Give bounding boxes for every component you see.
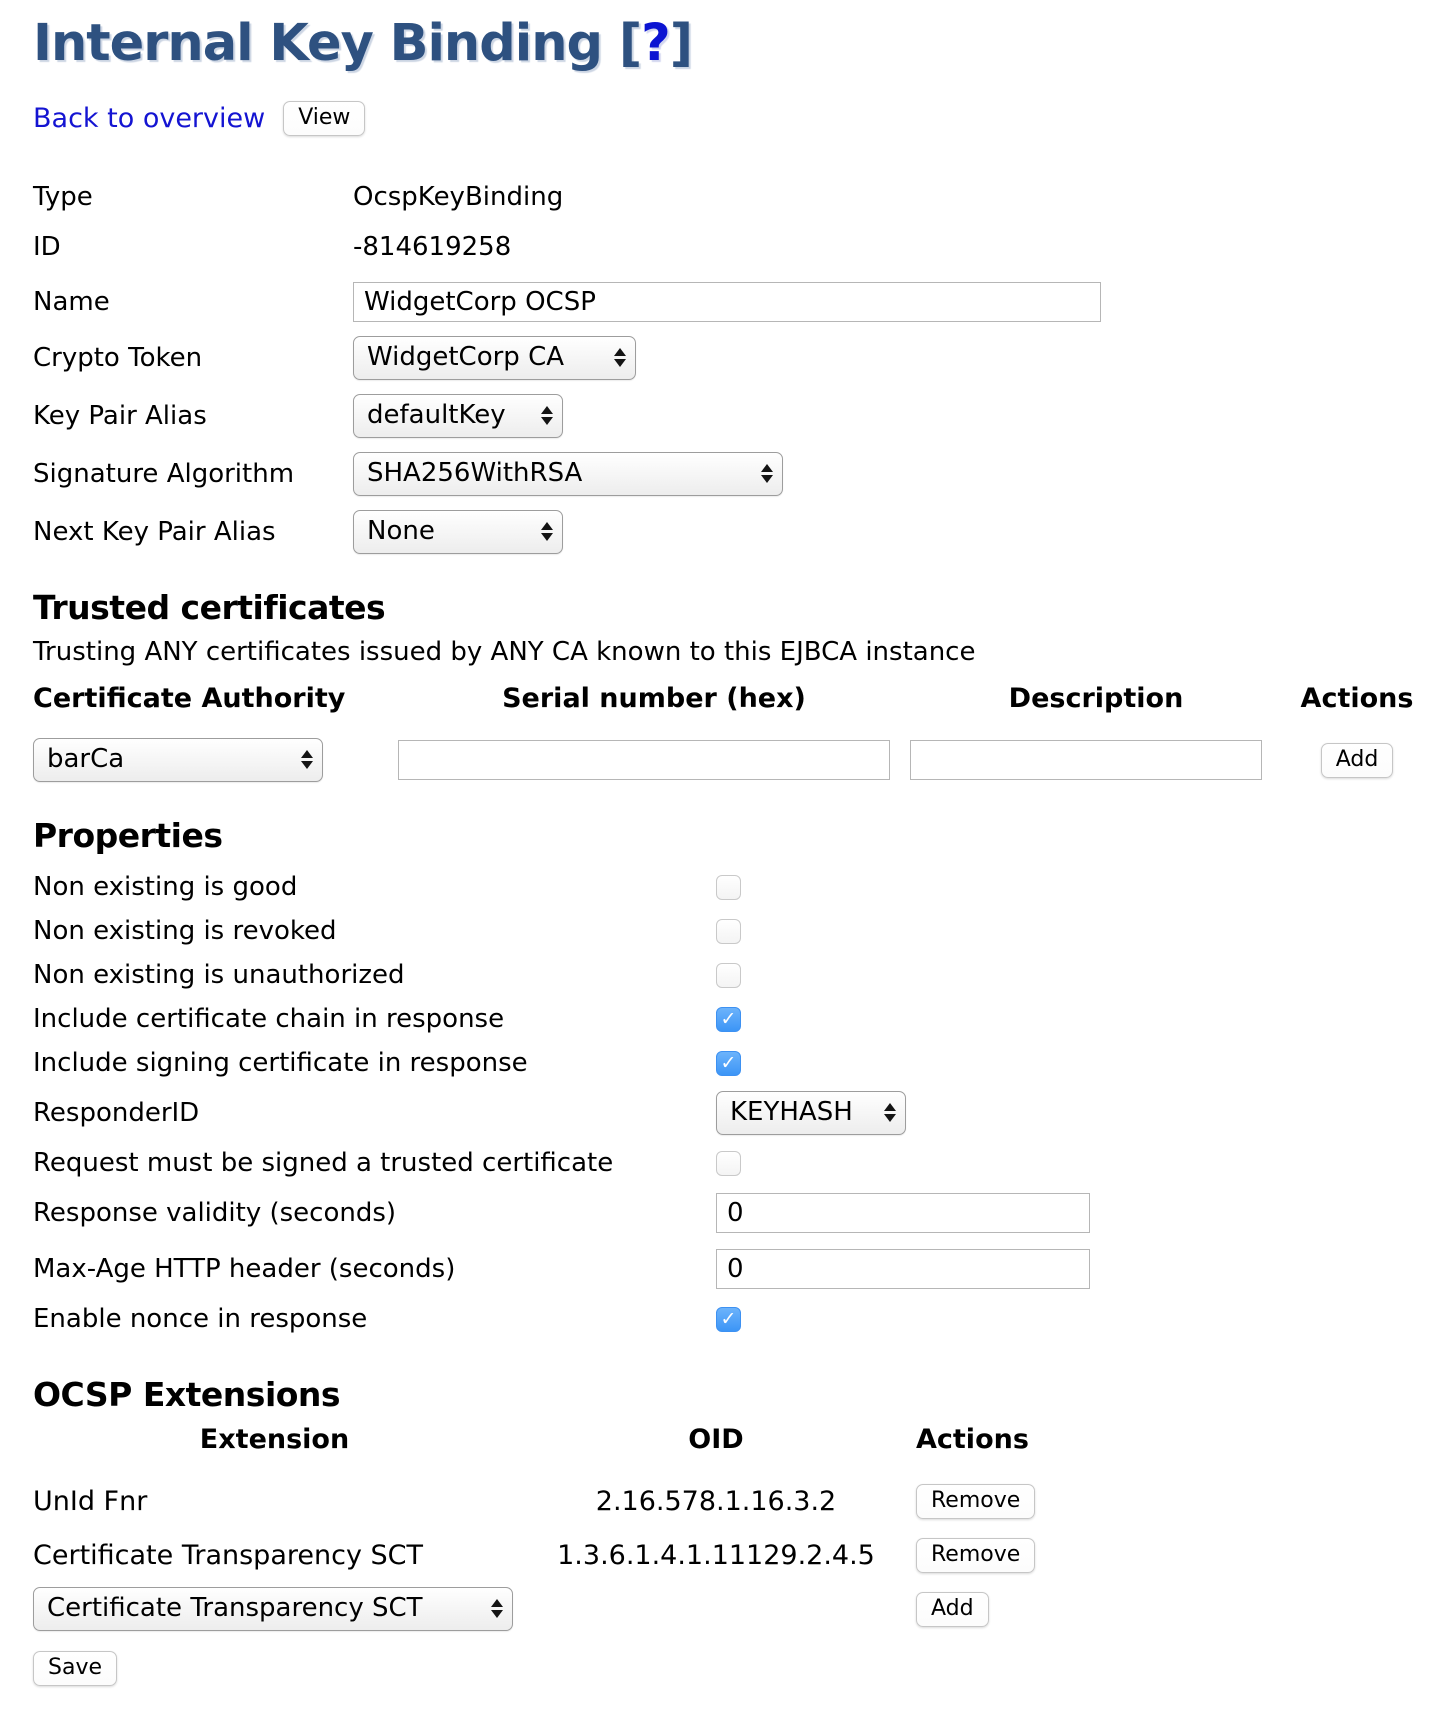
non-existing-good-label: Non existing is good: [33, 872, 298, 902]
key-pair-alias-select[interactable]: [353, 394, 563, 438]
page-title-text: Internal Key Binding: [33, 14, 603, 73]
properties-heading: Properties: [33, 816, 223, 855]
non-existing-revoked-label: Non existing is revoked: [33, 916, 337, 946]
non-existing-unauthorized-label: Non existing is unauthorized: [33, 960, 405, 990]
responder-id-label: ResponderID: [33, 1098, 200, 1128]
ext-add-select-cell: [33, 1585, 516, 1633]
prop-non-existing-unauthorized: [33, 953, 1432, 997]
back-to-overview-link[interactable]: Back to overview: [33, 103, 266, 134]
request-signed-checkbox[interactable]: [716, 1151, 741, 1176]
prop-responder-id: [33, 1085, 1432, 1141]
page-title: [33, 14, 1432, 73]
help-link[interactable]: ?: [641, 14, 670, 73]
responder-id-select-value: KEYHASH: [730, 1097, 853, 1127]
trusted-certificates-note: Trusting ANY certificates issued by ANY CA known to this EJBCA instance: [33, 637, 976, 667]
prop-enable-nonce: [33, 1297, 1432, 1341]
id-label: ID: [33, 232, 61, 262]
trusted-certificates-heading: Trusted certificates: [33, 588, 386, 627]
save-row: [33, 1651, 1432, 1686]
select-updown-icon: [491, 1599, 503, 1618]
prop-max-age: [33, 1241, 1432, 1297]
id-row: [33, 232, 1432, 262]
signature-algorithm-select-value: SHA256WithRSA: [367, 458, 583, 488]
include-chain-checkbox[interactable]: [716, 1007, 741, 1032]
ext-col-oid: OID: [688, 1424, 744, 1455]
select-updown-icon: [541, 406, 553, 425]
response-validity-input[interactable]: [716, 1193, 1090, 1233]
tc-col-actions: Actions: [1300, 683, 1414, 714]
serial-number-input[interactable]: [398, 740, 890, 780]
certificate-authority-select[interactable]: [33, 738, 323, 782]
enable-nonce-label: Enable nonce in response: [33, 1304, 368, 1334]
tc-row-serial-cell: [398, 740, 910, 780]
remove-extension-button[interactable]: Remove: [916, 1484, 1035, 1519]
ext-add-actions-cell: [916, 1585, 1432, 1633]
enable-nonce-checkbox[interactable]: [716, 1307, 741, 1332]
ext-row-extension: UnId Fnr: [33, 1485, 148, 1517]
next-key-pair-alias-select-value: None: [367, 516, 435, 546]
id-value: -814619258: [353, 232, 512, 262]
tc-col-certificate-authority: Certificate Authority: [33, 683, 346, 714]
ocsp-extensions-table: [33, 1424, 1432, 1633]
crypto-token-row: [33, 336, 1432, 380]
prop-non-existing-good: [33, 865, 1432, 909]
select-updown-icon: [614, 348, 626, 367]
prop-response-validity: [33, 1185, 1432, 1241]
next-key-pair-alias-select[interactable]: [353, 510, 563, 554]
key-pair-alias-row: [33, 394, 1432, 438]
tc-row-actions-cell: [1282, 743, 1432, 778]
response-validity-label: Response validity (seconds): [33, 1198, 397, 1228]
select-updown-icon: [541, 522, 553, 541]
name-input[interactable]: [353, 282, 1101, 322]
select-updown-icon: [301, 750, 313, 769]
ext-col-extension: Extension: [199, 1424, 350, 1455]
next-key-pair-alias-label: Next Key Pair Alias: [33, 517, 276, 547]
key-pair-alias-label: Key Pair Alias: [33, 401, 207, 431]
non-existing-unauthorized-checkbox[interactable]: [716, 963, 741, 988]
type-row: [33, 182, 1432, 212]
signature-algorithm-row: [33, 452, 1432, 496]
ocsp-extensions-heading: OCSP Extensions: [33, 1375, 341, 1414]
include-signing-checkbox[interactable]: [716, 1051, 741, 1076]
extension-select[interactable]: [33, 1587, 513, 1631]
include-chain-label: Include certificate chain in response: [33, 1004, 505, 1034]
certificate-authority-select-value: barCa: [47, 744, 125, 774]
remove-extension-button[interactable]: Remove: [916, 1538, 1035, 1573]
request-signed-label: Request must be signed a trusted certificate: [33, 1148, 614, 1178]
view-button[interactable]: View: [283, 101, 365, 136]
tc-col-description: Description: [1008, 683, 1184, 714]
next-key-pair-alias-row: [33, 510, 1432, 554]
ext-row-actions: [916, 1477, 1432, 1525]
type-value: OcspKeyBinding: [353, 182, 564, 212]
description-input[interactable]: [910, 740, 1262, 780]
ext-row-oid: 2.16.578.1.16.3.2: [595, 1485, 837, 1517]
tc-row-ca-cell: [33, 738, 398, 782]
prop-non-existing-revoked: [33, 909, 1432, 953]
trusted-certificate-add-button[interactable]: Add: [1321, 743, 1394, 778]
type-label: Type: [33, 182, 93, 212]
select-updown-icon: [761, 464, 773, 483]
help-brackets: [619, 14, 692, 73]
prop-request-signed: [33, 1141, 1432, 1185]
ext-row-extension: Certificate Transparency SCT: [33, 1539, 423, 1571]
add-extension-button[interactable]: Add: [916, 1592, 989, 1627]
key-binding-form: [33, 182, 1432, 554]
signature-algorithm-label: Signature Algorithm: [33, 459, 295, 489]
non-existing-good-checkbox[interactable]: [716, 875, 741, 900]
ext-row-actions: [916, 1531, 1432, 1579]
crypto-token-label: Crypto Token: [33, 343, 203, 373]
non-existing-revoked-checkbox[interactable]: [716, 919, 741, 944]
help-close-bracket: ]: [669, 14, 693, 73]
max-age-input[interactable]: [716, 1249, 1090, 1289]
properties-list: [33, 865, 1432, 1341]
select-updown-icon: [884, 1103, 896, 1122]
name-row: [33, 282, 1432, 322]
prop-include-signing: [33, 1041, 1432, 1085]
signature-algorithm-select[interactable]: [353, 452, 783, 496]
key-pair-alias-select-value: defaultKey: [367, 400, 506, 430]
save-button[interactable]: Save: [33, 1651, 117, 1686]
trusted-certificates-table: [33, 683, 1432, 782]
ext-row-oid: 1.3.6.1.4.1.11129.2.4.5: [557, 1539, 875, 1571]
extension-select-value: Certificate Transparency SCT: [47, 1593, 423, 1623]
ext-col-actions: Actions: [916, 1424, 1029, 1455]
max-age-label: Max-Age HTTP header (seconds): [33, 1254, 456, 1284]
responder-id-select[interactable]: [716, 1091, 906, 1135]
nav-row: [33, 101, 1432, 136]
prop-include-chain: [33, 997, 1432, 1041]
crypto-token-select[interactable]: [353, 336, 636, 380]
name-label: Name: [33, 287, 110, 317]
include-signing-label: Include signing certificate in response: [33, 1048, 528, 1078]
crypto-token-select-value: WidgetCorp CA: [367, 342, 565, 372]
ext-add-empty-cell: [516, 1585, 916, 1633]
help-open-bracket: [: [618, 14, 642, 73]
tc-row-description-cell: [910, 740, 1282, 780]
tc-col-serial-number: Serial number (hex): [502, 683, 806, 714]
